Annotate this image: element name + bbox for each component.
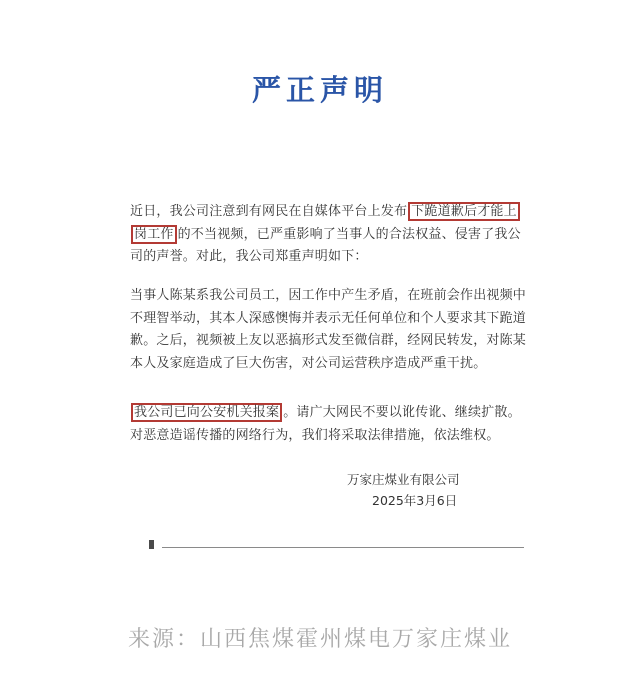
source-caption: 来源：山西焦煤霍州煤电万家庄煤业 xyxy=(127,627,512,652)
paragraph-2: 当事人陈某系我公司员工，因工作中产生矛盾，在班前会作出视频中不理智举动，其本人深感懊悔并表示无任何单位和个人要求其下跪道歉。之后，视频被上友以恶搞形式发至微信群，经网民转发，对陈某本人及家庭造成了巨大伤害，对公司运营秩序造成严重干扰。 xyxy=(130,288,527,371)
paragraph-3-text: 。请广大网民不要以讹传讹、继续扩散。对恶意造谣传播的网络行为，我们将采取法律措施，依法维权。 xyxy=(130,405,521,443)
footer-divider xyxy=(162,547,524,548)
highlight-box-kneel-apology: 下跪道歉后才能上 xyxy=(408,202,520,221)
highlight-box-police-report: 我公司已向公安机关报案 xyxy=(131,403,282,422)
signature-date: 2025年3月6日 xyxy=(372,493,458,508)
paragraph-1 xyxy=(130,201,530,269)
signature-company: 万家庄煤业有限公司 xyxy=(347,472,460,487)
paragraph-1-text-b: 的不当视频，已严重影响了当事人的合法权益、侵害了我公司的声誉。对此，我公司郑重声明如下： xyxy=(130,226,521,264)
paragraph-3 xyxy=(130,402,530,447)
document-title: 严正声明 xyxy=(251,73,388,107)
highlight-box-return-work: 岗工作 xyxy=(131,225,177,244)
footer-mark xyxy=(149,540,154,549)
paragraph-1-text-a: 近日，我公司注意到有网民在自媒体平台上发布 xyxy=(130,204,408,219)
